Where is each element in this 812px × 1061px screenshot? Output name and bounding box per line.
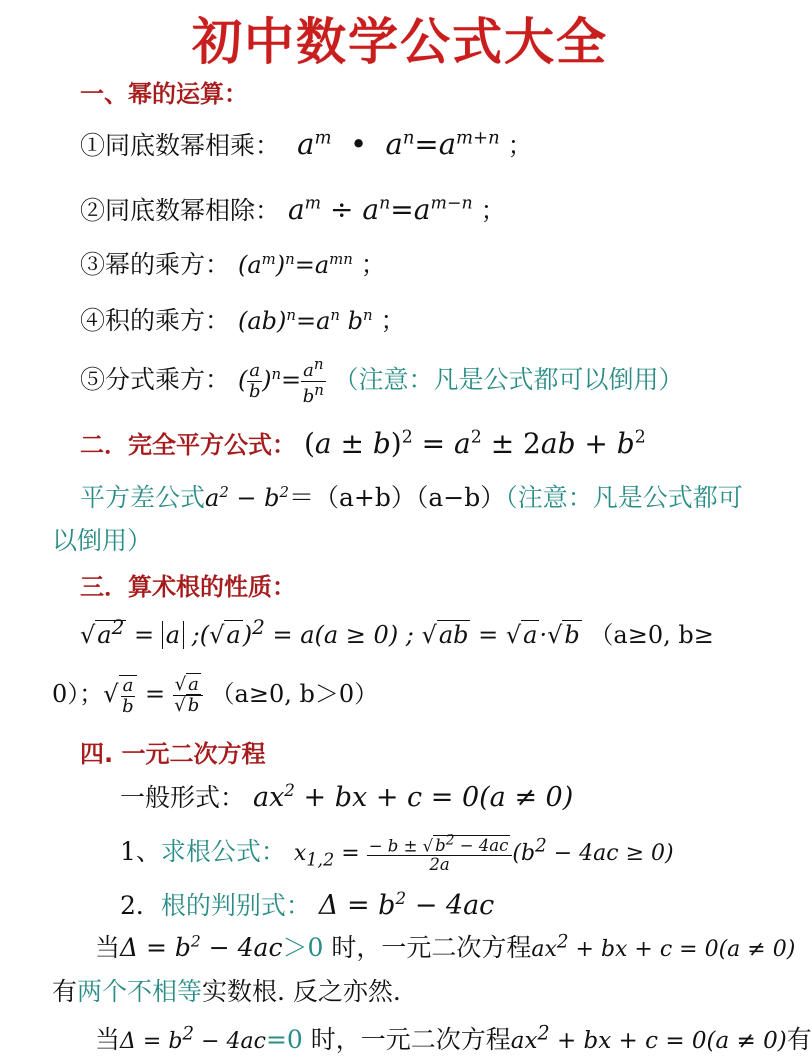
formula-tail: ；: [360, 250, 386, 279]
formula-label: 一般形式：: [120, 783, 246, 812]
condition: ＞0: [282, 933, 324, 962]
section-heading-roots: 三．算术根的性质：: [80, 573, 296, 601]
formula-label: 求根公式：: [160, 837, 286, 866]
discriminant-line: [120, 886, 800, 922]
general-form-line: [120, 778, 800, 814]
formula-expr: $x_{1,2}$ = $\frac{- b \pm √ b^2 - 4ac}{2a}$ $(b^2 - 4ac \ge 0)$: [293, 832, 674, 875]
formula-line-1: [80, 126, 800, 162]
roots-line-2: [52, 674, 800, 716]
formula-expr: $\Delta = b^2 - 4ac$: [318, 888, 495, 921]
condition: 0）；: [52, 680, 104, 708]
formula-expr: $\Delta = b^2 - 4ac$: [120, 1023, 266, 1054]
text: 当: [95, 933, 121, 962]
formula-expr: $ax^2$ + bx + c = 0(a ≠ 0): [510, 1021, 787, 1054]
formula-label: ④积的乘方：: [80, 306, 231, 335]
note: （注意：凡是公式都可以倒用）: [333, 364, 684, 394]
text: 时，一元二次方程: [331, 933, 532, 962]
formula-label: 根的判别式：: [160, 891, 311, 920]
formula-line-4: [80, 301, 800, 337]
formula-expr: $a^m \div a^n=a^{m-n}$: [287, 193, 473, 226]
case-2-line: [95, 1020, 812, 1056]
formula-line-5: [80, 356, 800, 407]
formula-tail: ；: [380, 306, 406, 335]
formula-label: ①同底数幂相乘：: [80, 131, 281, 160]
item-number: 1、: [120, 837, 161, 866]
highlight: 两个不相等: [77, 977, 203, 1006]
text: 时，一元二次方程: [310, 1025, 511, 1054]
case-1-line: [95, 928, 800, 964]
section-heading-powers: 一、幂的运算：: [80, 80, 248, 108]
formula-line-3: [80, 245, 800, 281]
formula-expr: $a^2 - b^2$: [205, 483, 289, 512]
condition: （a≥0, b≥: [589, 621, 714, 649]
note: （注意：凡是公式都可: [505, 483, 743, 512]
formula-expr: $ax^2$ + bx + c = 0(a ≠ 0): [252, 780, 574, 813]
text: 当: [95, 1025, 121, 1054]
formula-expr: $√a^2 = a$ $;(√a)^2 = a(a \ge 0)$ ; √ab = √a·√b: [80, 615, 580, 649]
formula-line-2: [80, 191, 800, 227]
diff-label: 平方差公式: [80, 483, 206, 512]
formula-label: ②同底数幂相除：: [80, 196, 281, 225]
diff-expr: ＝（a+b）（a−b）: [289, 483, 506, 512]
formula-expr: $a^m$ • $a^n=a^{m+n}$: [287, 127, 500, 161]
formula-expr: $(a \pm b)^2 = a^2 \pm 2ab + b^2$: [303, 427, 646, 460]
formula-label: ⑤分式乘方：: [80, 364, 231, 394]
formula-tail: ；: [480, 196, 506, 225]
page-title: 初中数学公式大全: [192, 13, 608, 71]
formula-label: ③幂的乘方：: [80, 250, 231, 279]
root-formula-line: [120, 832, 800, 874]
condition: =0: [265, 1025, 303, 1054]
condition: （a≥0, b＞0）: [210, 680, 379, 708]
formula-expr: ( $\frac{a}{b}$ )$^n$= $\frac{a^n}{b^n}$: [237, 355, 324, 407]
formula-expr: √ $\frac{a}{b}$ = $\frac{√ a}{√ b}$: [103, 680, 203, 708]
note-cont: 以倒用）: [52, 526, 153, 555]
item-number: 2．: [120, 891, 161, 920]
formula-expr: $\Delta = b^2 - 4ac$: [120, 932, 283, 962]
section-heading-quadratic: 四. 一元二次方程: [80, 740, 266, 768]
formula-expr: $(ab)^n=a^n$ $b^n$: [237, 306, 373, 335]
roots-line-1: [80, 615, 800, 650]
formula-tail: ；: [507, 131, 533, 160]
text: 有: [786, 1025, 812, 1054]
formula-expr: $ax^2$ + bx + c = 0(a ≠ 0): [531, 931, 796, 962]
section-heading-square: 二．完全平方公式：: [80, 431, 296, 459]
text: 实数根. 反之亦然.: [202, 977, 401, 1006]
section-2-line: [80, 425, 800, 460]
case-1-cont: [52, 972, 800, 1008]
formula-expr: $(a^m)^n=a^{mn}$: [237, 250, 353, 279]
diff-squares-line: [80, 478, 800, 514]
text: 有: [52, 977, 78, 1006]
